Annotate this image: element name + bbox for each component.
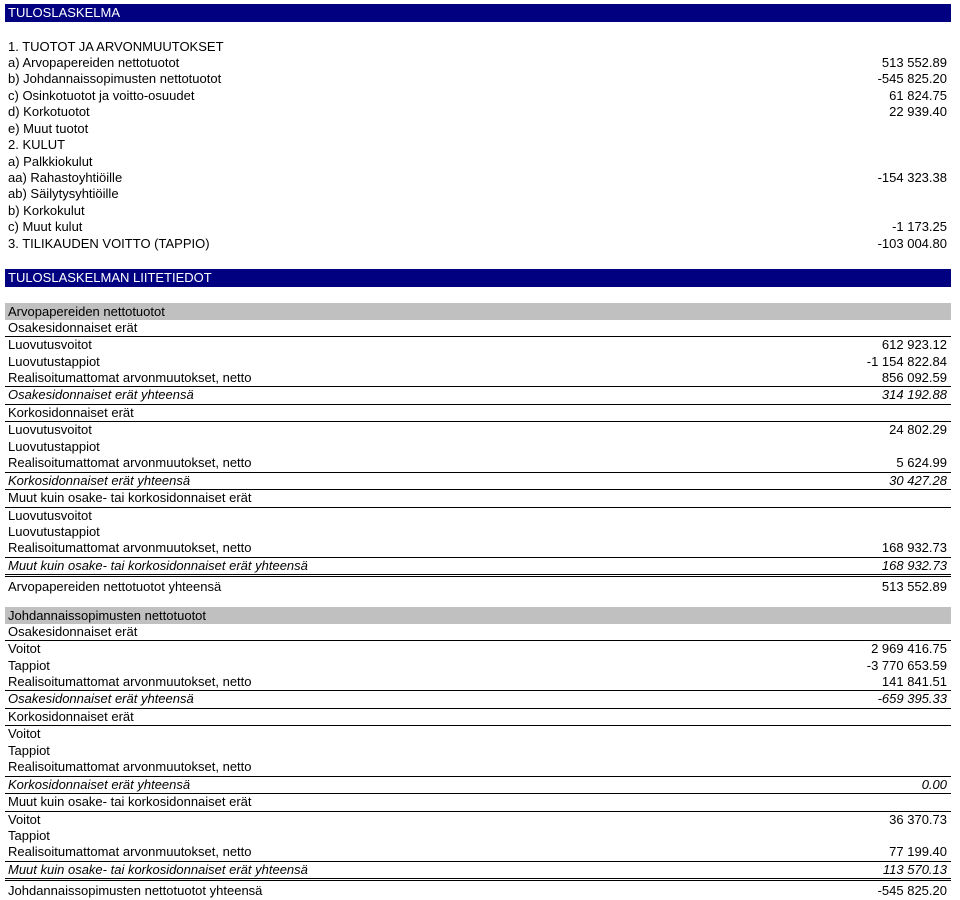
row-label: 3. TILIKAUDEN VOITTO (TAPPIO) (8, 235, 210, 251)
statement-row (5, 777, 951, 794)
row-value: 314 192.88 (881, 387, 947, 403)
row-label: Muut kuin osake- tai korkosidonnaiset erät yhteensä (8, 861, 308, 877)
statement-row (5, 422, 951, 438)
row-value: 168 932.73 (881, 540, 947, 556)
row-label: Arvopapereiden nettotuotot yhteensä (8, 579, 222, 595)
statement-row (5, 641, 951, 657)
row-label: Johdannaissopimusten nettotuotot yhteensä (8, 883, 263, 899)
statement-row (5, 624, 951, 641)
row-label: a) Arvopapereiden nettotuotot (8, 54, 180, 70)
row-label: Realisoitumattomat arvonmuutokset, netto (8, 844, 252, 860)
row-label: Muut kuin osake- tai korkosidonnaiset erät yhteensä (8, 557, 308, 573)
row-value: 168 932.73 (881, 557, 947, 573)
row-label: d) Korkotuotot (8, 104, 90, 120)
row-label: Tappiot (8, 657, 50, 673)
row-value: -1 154 822.84 (866, 353, 947, 369)
derivatives-section-title: Johdannaissopimusten nettotuotot (5, 606, 951, 624)
statement-row (5, 558, 951, 577)
row-label: Luovutustappiot (8, 438, 100, 454)
row-label: Voitot (8, 641, 41, 657)
statement-row (5, 154, 951, 170)
statement-row (5, 658, 951, 674)
row-label: Osakesidonnaiset erät (8, 623, 138, 639)
row-label: Korkosidonnaiset erät yhteensä (8, 776, 191, 792)
statement-row (5, 439, 951, 455)
statement-row (5, 812, 951, 828)
securities-total-row (5, 579, 951, 595)
statement-row (5, 121, 951, 137)
statement-row (5, 219, 951, 235)
statement-row (5, 455, 951, 472)
statement-row (5, 759, 951, 776)
row-label: Osakesidonnaiset erät yhteensä (8, 387, 194, 403)
statement-row (5, 387, 951, 404)
statement-row (5, 524, 951, 540)
row-value: 22 939.40 (889, 104, 947, 120)
row-label: a) Palkkiokulut (8, 153, 93, 169)
row-label: Luovutusvoitot (8, 337, 92, 353)
statement-row (5, 794, 951, 811)
statement-row (5, 55, 951, 71)
statement-row (5, 473, 951, 490)
row-value: 113 570.13 (882, 861, 947, 877)
row-value: -545 825.20 (877, 71, 947, 87)
statement-row (5, 370, 951, 387)
row-label: Realisoitumattomat arvonmuutokset, netto (8, 540, 252, 556)
row-label: b) Korkokulut (8, 202, 85, 218)
statement-row (5, 862, 951, 881)
statement-row (5, 88, 951, 104)
row-label: c) Muut kulut (8, 219, 83, 235)
row-label: Voitot (8, 726, 41, 742)
notes-header: TULOSLASKELMAN LIITETIEDOT (5, 269, 951, 287)
statement-row (5, 726, 951, 742)
statement-row (5, 743, 951, 759)
income-statement-rows (5, 39, 951, 253)
row-label: Korkosidonnaiset erät (8, 404, 134, 420)
row-label: Realisoitumattomat arvonmuutokset, netto (8, 455, 252, 471)
row-label: Realisoitumattomat arvonmuutokset, netto (8, 370, 252, 385)
row-label: Osakesidonnaiset erät (8, 319, 138, 335)
statement-row (5, 508, 951, 524)
statement-row (5, 844, 951, 861)
row-value: -103 004.80 (877, 235, 947, 251)
row-label: Luovutustappiot (8, 523, 100, 539)
statement-row (5, 170, 951, 186)
row-value: 24 802.29 (889, 422, 947, 438)
row-value: 77 199.40 (889, 844, 947, 860)
statement-row (5, 691, 951, 708)
document (5, 4, 951, 900)
row-value: 36 370.73 (889, 811, 947, 827)
statement-row (5, 186, 951, 202)
row-label: Luovutusvoitot (8, 507, 92, 523)
statement-row (5, 71, 951, 87)
row-label: aa) Rahastoyhtiöille (8, 170, 123, 185)
row-label: Korkosidonnaiset erät yhteensä (8, 472, 191, 488)
statement-row (5, 137, 951, 153)
row-label: Muut kuin osake- tai korkosidonnaiset erät (8, 490, 252, 506)
row-label: Tappiot (8, 742, 50, 758)
statement-row (5, 104, 951, 120)
statement-row (5, 709, 951, 726)
statement-row (5, 828, 951, 844)
income-statement-header: TULOSLASKELMA (5, 4, 951, 22)
row-label: Realisoitumattomat arvonmuutokset, netto (8, 674, 252, 689)
statement-row (5, 337, 951, 353)
row-value: 612 923.12 (881, 337, 947, 353)
derivatives-total-row (5, 883, 951, 899)
row-value: -659 395.33 (877, 691, 947, 707)
row-value: 61 824.75 (889, 87, 947, 103)
statement-row (5, 540, 951, 557)
row-label: 1. TUOTOT JA ARVONMUUTOKSET (8, 38, 224, 54)
row-value: -1 173.25 (892, 219, 947, 235)
row-label: Luovutusvoitot (8, 422, 92, 438)
statement-row (5, 354, 951, 370)
row-label: Luovutustappiot (8, 353, 100, 369)
row-label: Muut kuin osake- tai korkosidonnaiset erät (8, 794, 252, 810)
row-value: 856 092.59 (881, 370, 947, 385)
statement-row (5, 405, 951, 422)
statement-row (5, 236, 951, 252)
row-label: 2. KULUT (8, 137, 66, 153)
row-value: 513 552.89 (881, 579, 947, 595)
row-value: -545 825.20 (877, 883, 947, 899)
row-value: 141 841.51 (881, 674, 947, 689)
row-label: ab) Säilytysyhtiöille (8, 186, 119, 202)
row-label: Realisoitumattomat arvonmuutokset, netto (8, 759, 252, 775)
row-label: Korkosidonnaiset erät (8, 708, 134, 724)
securities-rows (5, 320, 951, 578)
securities-section-title: Arvopapereiden nettotuotot (5, 302, 951, 320)
statement-row (5, 320, 951, 337)
row-value: 0.00 (921, 776, 947, 792)
row-label: Osakesidonnaiset erät yhteensä (8, 691, 194, 707)
row-value: 513 552.89 (881, 54, 947, 70)
statement-row (5, 203, 951, 219)
row-label: b) Johdannaissopimusten nettotuotot (8, 71, 222, 87)
row-value: 5 624.99 (896, 455, 947, 471)
row-label: c) Osinkotuotot ja voitto-osuudet (8, 87, 195, 103)
statement-row (5, 39, 951, 55)
row-value: 30 427.28 (889, 472, 947, 488)
derivatives-rows (5, 624, 951, 882)
row-value: -3 770 653.59 (866, 657, 947, 673)
row-value: -154 323.38 (877, 170, 947, 185)
row-label: e) Muut tuotot (8, 120, 89, 136)
row-label: Tappiot (8, 827, 50, 843)
row-value: 2 969 416.75 (871, 641, 947, 657)
statement-row (5, 490, 951, 507)
row-label: Voitot (8, 811, 41, 827)
statement-row (5, 674, 951, 691)
